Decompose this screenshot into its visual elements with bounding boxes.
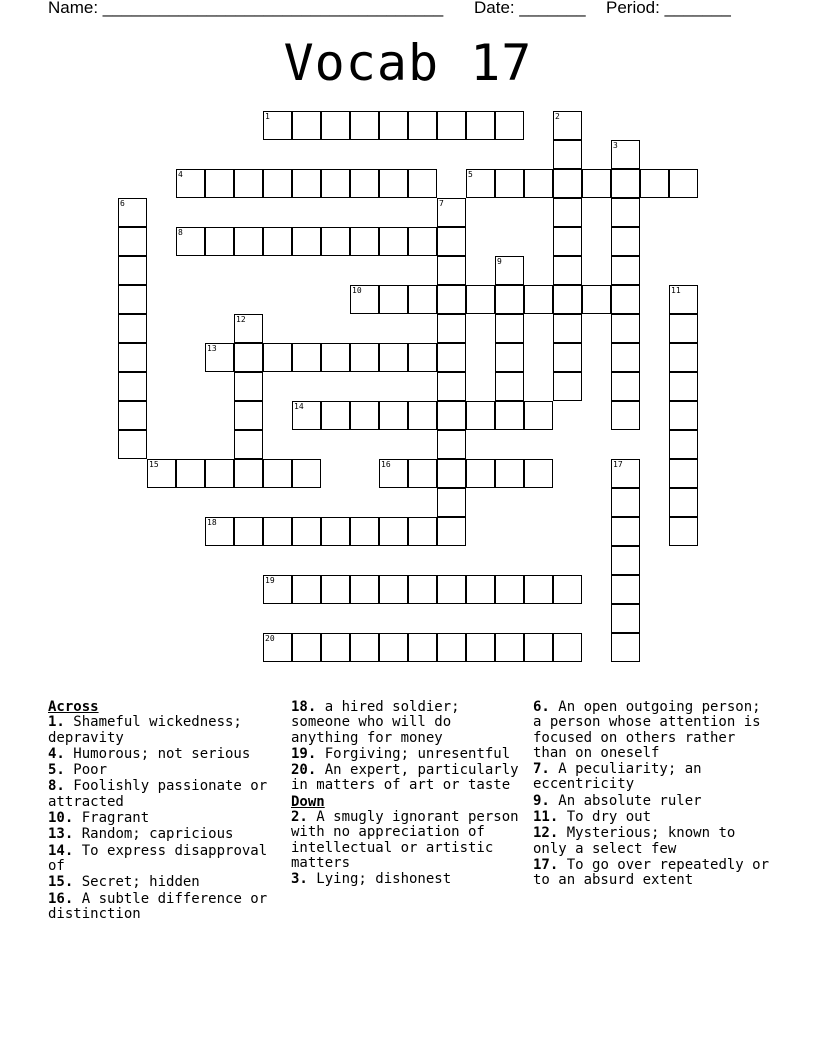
grid-cell[interactable] xyxy=(408,227,437,256)
cell-number: 10 xyxy=(352,286,362,295)
cell-number: 14 xyxy=(294,402,304,411)
grid-cell[interactable] xyxy=(292,169,321,198)
cell-number: 8 xyxy=(178,228,183,237)
grid-cell[interactable] xyxy=(379,401,408,430)
grid-cell[interactable] xyxy=(321,517,350,546)
grid-cell[interactable] xyxy=(321,343,350,372)
grid-cell[interactable] xyxy=(553,285,582,314)
grid-cell[interactable] xyxy=(292,111,321,140)
grid-cell[interactable] xyxy=(669,343,698,372)
grid-cell[interactable] xyxy=(611,314,640,343)
grid-cell[interactable] xyxy=(263,227,292,256)
grid-cell[interactable] xyxy=(408,401,437,430)
grid-cell[interactable] xyxy=(379,227,408,256)
grid-cell[interactable] xyxy=(350,633,379,662)
grid-cell[interactable] xyxy=(321,401,350,430)
grid-cell[interactable] xyxy=(553,314,582,343)
clue-number: 2. xyxy=(291,809,308,826)
clue-item xyxy=(291,747,523,762)
grid-cell[interactable] xyxy=(495,401,524,430)
clue-number: 4. xyxy=(48,745,65,762)
grid-cell[interactable] xyxy=(321,227,350,256)
clue-item xyxy=(48,827,280,842)
clue-text: A smugly ignorant person with no appreciation of intellectual or artistic matters xyxy=(291,809,519,871)
clue-text: Secret; hidden xyxy=(73,874,200,891)
grid-cell[interactable] xyxy=(379,517,408,546)
clue-item xyxy=(533,858,769,889)
grid-cell[interactable] xyxy=(292,633,321,662)
grid-cell[interactable] xyxy=(292,459,321,488)
grid-cell[interactable] xyxy=(669,169,698,198)
grid-cell[interactable] xyxy=(408,459,437,488)
grid-cell[interactable] xyxy=(553,227,582,256)
grid-cell[interactable] xyxy=(582,169,611,198)
clue-number: 3. xyxy=(291,871,308,888)
grid-cell[interactable] xyxy=(350,227,379,256)
grid-cell[interactable] xyxy=(669,488,698,517)
grid-cell[interactable] xyxy=(350,285,379,314)
clue-text: Fragrant xyxy=(73,810,150,827)
clue-number: 17. xyxy=(533,856,559,873)
grid-cell[interactable] xyxy=(437,517,466,546)
clue-item xyxy=(48,747,280,762)
clue-number: 10. xyxy=(48,810,74,827)
grid-cell[interactable] xyxy=(611,372,640,401)
grid-cell[interactable] xyxy=(669,401,698,430)
grid-cell[interactable] xyxy=(437,488,466,517)
grid-cell[interactable] xyxy=(437,633,466,662)
clue-item xyxy=(48,844,280,875)
grid-cell[interactable] xyxy=(118,227,147,256)
clue-column-1 xyxy=(48,700,280,923)
grid-cell[interactable] xyxy=(524,575,553,604)
grid-cell[interactable] xyxy=(118,372,147,401)
name-field-label[interactable]: Name: ____________________________________ xyxy=(48,0,444,17)
grid-cell[interactable] xyxy=(553,575,582,604)
clue-number: 19. xyxy=(291,745,317,762)
clue-item xyxy=(533,826,769,857)
clue-text: Forgiving; unresentful xyxy=(316,745,511,762)
clue-number: 7. xyxy=(533,761,550,778)
grid-cell[interactable] xyxy=(263,517,292,546)
grid-cell[interactable] xyxy=(176,169,205,198)
grid-cell[interactable] xyxy=(495,285,524,314)
page-title: Vocab 17 xyxy=(283,34,533,92)
cell-number: 20 xyxy=(265,634,275,643)
grid-cell[interactable] xyxy=(234,430,263,459)
cell-number: 12 xyxy=(236,315,246,324)
clue-item xyxy=(48,763,280,778)
grid-cell[interactable] xyxy=(118,401,147,430)
grid-cell[interactable] xyxy=(495,633,524,662)
grid-cell[interactable] xyxy=(640,169,669,198)
clue-number: 11. xyxy=(533,809,559,826)
grid-cell[interactable] xyxy=(263,633,292,662)
grid-cell[interactable] xyxy=(408,517,437,546)
grid-cell[interactable] xyxy=(466,285,495,314)
across-heading: Across xyxy=(48,699,99,715)
cell-number: 11 xyxy=(671,286,681,295)
cell-number: 5 xyxy=(468,170,473,179)
grid-cell[interactable] xyxy=(437,430,466,459)
grid-cell[interactable] xyxy=(176,459,205,488)
grid-cell[interactable] xyxy=(350,575,379,604)
grid-cell[interactable] xyxy=(669,314,698,343)
grid-cell[interactable] xyxy=(379,169,408,198)
grid-cell[interactable] xyxy=(379,285,408,314)
cell-number: 9 xyxy=(497,257,502,266)
clue-number: 9. xyxy=(533,792,550,809)
cell-number: 1 xyxy=(265,112,270,121)
grid-cell[interactable] xyxy=(234,459,263,488)
period-field-label[interactable]: Period: _______ xyxy=(606,0,731,17)
grid-cell[interactable] xyxy=(408,633,437,662)
grid-cell[interactable] xyxy=(524,459,553,488)
grid-cell[interactable] xyxy=(611,488,640,517)
grid-cell[interactable] xyxy=(147,459,176,488)
clue-item xyxy=(48,892,280,923)
grid-cell[interactable] xyxy=(611,343,640,372)
down-clues-list-continued xyxy=(533,700,769,889)
grid-cell[interactable] xyxy=(118,198,147,227)
clue-item xyxy=(48,779,280,810)
grid-cell[interactable] xyxy=(292,575,321,604)
grid-cell[interactable] xyxy=(379,111,408,140)
grid-cell[interactable] xyxy=(466,633,495,662)
grid-cell[interactable] xyxy=(263,575,292,604)
grid-cell[interactable] xyxy=(234,343,263,372)
grid-cell[interactable] xyxy=(611,401,640,430)
date-field-label[interactable]: Date: _______ xyxy=(474,0,586,17)
clue-text: Mysterious; known to only a select few xyxy=(533,825,736,857)
grid-cell[interactable] xyxy=(524,169,553,198)
grid-cell[interactable] xyxy=(205,459,234,488)
grid-cell[interactable] xyxy=(495,459,524,488)
grid-cell[interactable] xyxy=(495,111,524,140)
grid-cell[interactable] xyxy=(292,401,321,430)
clue-number: 8. xyxy=(48,778,65,795)
clue-number: 16. xyxy=(48,890,74,907)
clue-item xyxy=(291,763,523,794)
grid-cell[interactable] xyxy=(669,459,698,488)
clue-text: A subtle difference or distinction xyxy=(48,890,268,922)
clue-item xyxy=(533,794,769,809)
clue-text: Lying; dishonest xyxy=(307,871,452,888)
grid-cell[interactable] xyxy=(350,111,379,140)
grid-cell[interactable] xyxy=(669,285,698,314)
clue-text: An open outgoing person; a person whose attention is focused on others rather than on oneself xyxy=(533,699,761,761)
grid-cell[interactable] xyxy=(118,314,147,343)
grid-cell[interactable] xyxy=(437,343,466,372)
clue-number: 15. xyxy=(48,874,74,891)
clue-item xyxy=(48,875,280,890)
grid-cell[interactable] xyxy=(263,343,292,372)
grid-cell[interactable] xyxy=(611,633,640,662)
grid-cell[interactable] xyxy=(466,169,495,198)
grid-cell[interactable] xyxy=(205,517,234,546)
clue-item xyxy=(533,700,769,761)
grid-cell[interactable] xyxy=(350,343,379,372)
grid-cell[interactable] xyxy=(553,633,582,662)
grid-cell[interactable] xyxy=(350,517,379,546)
clue-number: 18. xyxy=(291,699,317,715)
grid-cell[interactable] xyxy=(350,401,379,430)
grid-cell[interactable] xyxy=(466,401,495,430)
grid-cell[interactable] xyxy=(321,111,350,140)
grid-cell[interactable] xyxy=(437,256,466,285)
grid-cell[interactable] xyxy=(553,111,582,140)
grid-cell[interactable] xyxy=(611,198,640,227)
cell-number: 19 xyxy=(265,576,275,585)
clue-number: 6. xyxy=(533,699,550,715)
clue-item xyxy=(533,810,769,825)
grid-cell[interactable] xyxy=(408,285,437,314)
grid-cell[interactable] xyxy=(669,517,698,546)
grid-cell[interactable] xyxy=(466,111,495,140)
grid-cell[interactable] xyxy=(553,372,582,401)
grid-cell[interactable] xyxy=(379,575,408,604)
grid-cell[interactable] xyxy=(437,575,466,604)
clue-text: An absolute ruler xyxy=(549,792,702,809)
across-clues-list xyxy=(48,715,280,922)
clue-text: To go over repeatedly or to an absurd extent xyxy=(533,856,770,889)
grid-cell[interactable] xyxy=(321,633,350,662)
grid-cell[interactable] xyxy=(437,314,466,343)
grid-cell[interactable] xyxy=(611,517,640,546)
grid-cell[interactable] xyxy=(118,343,147,372)
clue-item xyxy=(533,762,769,793)
cell-number: 13 xyxy=(207,344,217,353)
cell-number: 7 xyxy=(439,199,444,208)
clue-text: A peculiarity; an eccentricity xyxy=(533,761,702,793)
grid-cell[interactable] xyxy=(263,459,292,488)
grid-cell[interactable] xyxy=(611,169,640,198)
grid-cell[interactable] xyxy=(234,169,263,198)
clue-text: To express disapproval of xyxy=(48,842,268,874)
grid-cell[interactable] xyxy=(611,140,640,169)
grid-cell[interactable] xyxy=(582,285,611,314)
clue-text: Random; capricious xyxy=(73,826,234,843)
grid-cell[interactable] xyxy=(495,256,524,285)
grid-cell[interactable] xyxy=(292,227,321,256)
clue-item xyxy=(291,810,523,871)
cell-number: 15 xyxy=(149,460,159,469)
grid-cell[interactable] xyxy=(611,546,640,575)
grid-cell[interactable] xyxy=(437,459,466,488)
grid-cell[interactable] xyxy=(611,459,640,488)
grid-cell[interactable] xyxy=(611,256,640,285)
cell-number: 18 xyxy=(207,518,217,527)
grid-cell[interactable] xyxy=(234,227,263,256)
clue-item xyxy=(48,811,280,826)
cell-number: 3 xyxy=(613,141,618,150)
grid-cell[interactable] xyxy=(379,343,408,372)
grid-cell[interactable] xyxy=(466,575,495,604)
clue-text: Poor xyxy=(64,762,108,779)
grid-cell[interactable] xyxy=(292,517,321,546)
grid-cell[interactable] xyxy=(205,227,234,256)
clue-number: 13. xyxy=(48,826,74,843)
clue-text: Humorous; not serious xyxy=(64,745,251,762)
grid-cell[interactable] xyxy=(263,169,292,198)
grid-cell[interactable] xyxy=(553,169,582,198)
cell-number: 6 xyxy=(120,199,125,208)
grid-cell[interactable] xyxy=(669,372,698,401)
grid-cell[interactable] xyxy=(437,227,466,256)
grid-cell[interactable] xyxy=(524,633,553,662)
grid-cell[interactable] xyxy=(495,372,524,401)
grid-cell[interactable] xyxy=(350,169,379,198)
grid-cell[interactable] xyxy=(176,227,205,256)
down-heading: Down xyxy=(291,793,325,810)
grid-cell[interactable] xyxy=(437,372,466,401)
clue-item xyxy=(291,700,523,746)
clue-number: 5. xyxy=(48,762,65,779)
grid-cell[interactable] xyxy=(437,198,466,227)
grid-cell[interactable] xyxy=(553,343,582,372)
grid-cell[interactable] xyxy=(118,285,147,314)
grid-cell[interactable] xyxy=(379,459,408,488)
grid-cell[interactable] xyxy=(495,343,524,372)
grid-cell[interactable] xyxy=(234,372,263,401)
cell-number: 2 xyxy=(555,112,560,121)
grid-cell[interactable] xyxy=(205,169,234,198)
clue-item xyxy=(291,872,523,887)
grid-cell[interactable] xyxy=(118,430,147,459)
clue-number: 20. xyxy=(291,762,317,779)
grid-cell[interactable] xyxy=(524,285,553,314)
grid-cell[interactable] xyxy=(379,633,408,662)
grid-cell[interactable] xyxy=(234,314,263,343)
grid-cell[interactable] xyxy=(408,575,437,604)
clue-text: Foolishly passionate or attracted xyxy=(48,778,268,810)
clue-text: a hired soldier; someone who will do anything for money xyxy=(291,699,460,746)
across-clues-list-continued xyxy=(291,700,523,794)
clue-text: Shameful wickedness; depravity xyxy=(48,714,242,746)
grid-cell[interactable] xyxy=(408,111,437,140)
grid-cell[interactable] xyxy=(611,575,640,604)
grid-cell[interactable] xyxy=(292,343,321,372)
down-clues-list xyxy=(291,810,523,887)
clue-item xyxy=(48,715,280,746)
grid-cell[interactable] xyxy=(437,111,466,140)
grid-cell[interactable] xyxy=(234,517,263,546)
clue-column-2 xyxy=(291,700,523,889)
grid-cell[interactable] xyxy=(669,430,698,459)
grid-cell[interactable] xyxy=(408,169,437,198)
grid-cell[interactable] xyxy=(263,111,292,140)
grid-cell[interactable] xyxy=(495,575,524,604)
clue-column-3 xyxy=(533,700,769,890)
grid-cell[interactable] xyxy=(118,256,147,285)
grid-cell[interactable] xyxy=(611,285,640,314)
clue-number: 12. xyxy=(533,825,559,842)
grid-cell[interactable] xyxy=(466,459,495,488)
grid-cell[interactable] xyxy=(205,343,234,372)
grid-cell[interactable] xyxy=(234,401,263,430)
clue-text: An expert, particularly in matters of art or taste xyxy=(291,762,519,794)
grid-cell[interactable] xyxy=(553,256,582,285)
cell-number: 16 xyxy=(381,460,391,469)
cell-number: 17 xyxy=(613,460,623,469)
cell-number: 4 xyxy=(178,170,183,179)
grid-cell[interactable] xyxy=(611,604,640,633)
grid-cell[interactable] xyxy=(495,314,524,343)
grid-cell[interactable] xyxy=(495,169,524,198)
clue-text: To dry out xyxy=(558,809,652,826)
grid-cell[interactable] xyxy=(321,575,350,604)
grid-cell[interactable] xyxy=(524,401,553,430)
clue-number: 14. xyxy=(48,842,74,859)
grid-cell[interactable] xyxy=(321,169,350,198)
grid-cell[interactable] xyxy=(553,198,582,227)
grid-cell[interactable] xyxy=(437,285,466,314)
grid-cell[interactable] xyxy=(553,140,582,169)
grid-cell[interactable] xyxy=(408,343,437,372)
clue-number: 1. xyxy=(48,714,65,731)
grid-cell[interactable] xyxy=(437,401,466,430)
grid-cell[interactable] xyxy=(611,227,640,256)
